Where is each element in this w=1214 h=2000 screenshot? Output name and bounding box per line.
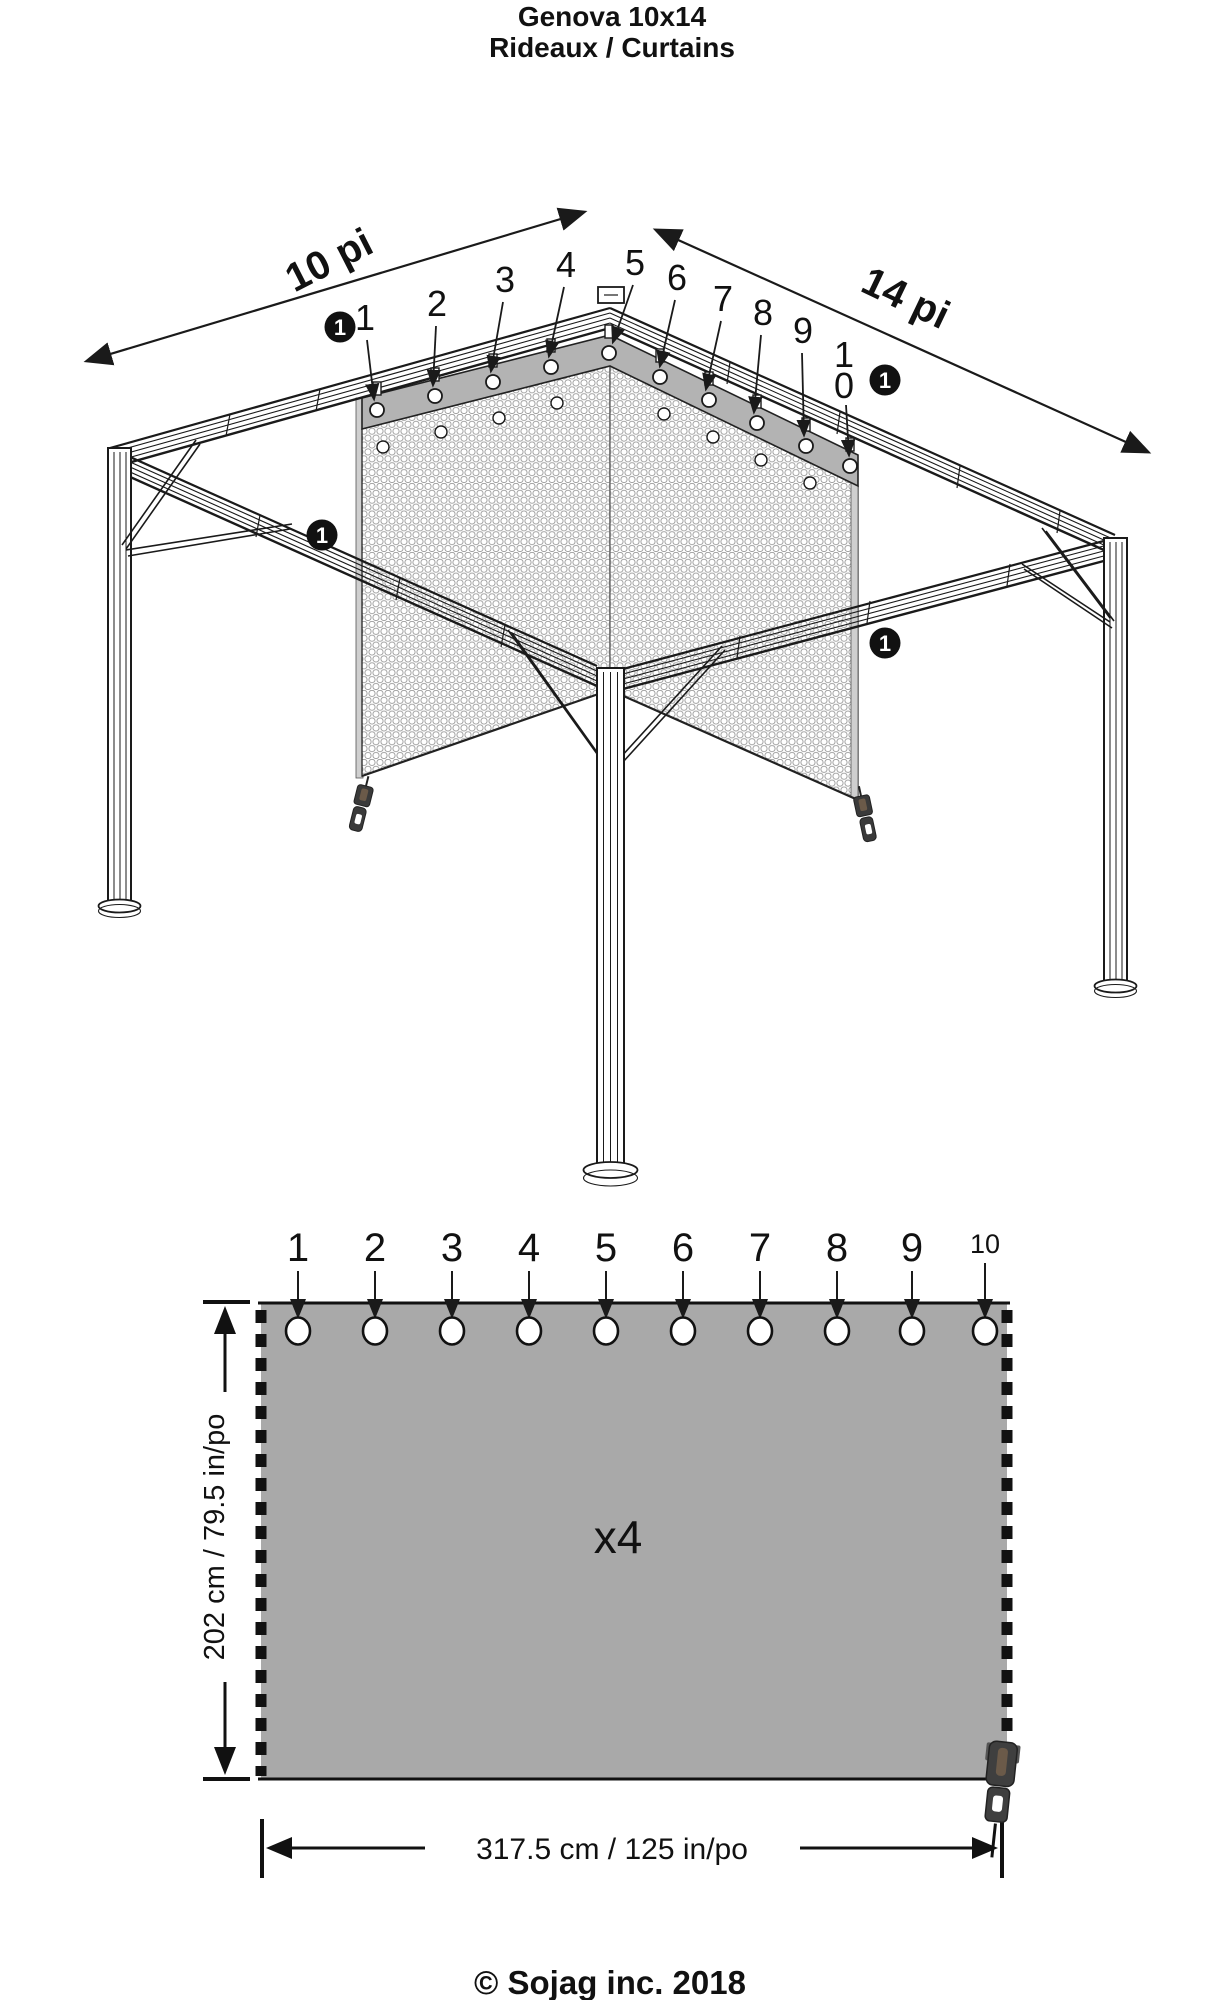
part-badge-mid-left bbox=[307, 520, 338, 551]
panel-number-6: 6 bbox=[671, 1226, 695, 1270]
panel-number-3: 3 bbox=[440, 1226, 464, 1270]
panel-number-8: 8 bbox=[825, 1226, 849, 1270]
callout-number-5: 5 bbox=[624, 242, 646, 283]
curtain-zipper-left-icon bbox=[347, 774, 376, 832]
panel-height-label: 202 cm / 79.5 in/po bbox=[199, 1413, 231, 1661]
dimension-label-14ft: 14 pi bbox=[854, 258, 957, 338]
callout-number-8: 8 bbox=[752, 292, 774, 333]
part-badge-top-left bbox=[325, 312, 356, 343]
callout-number-7: 7 bbox=[712, 278, 734, 319]
callout-number-4: 4 bbox=[555, 244, 577, 285]
panel-number-10: 10 bbox=[969, 1229, 1001, 1259]
panel-width-dimension bbox=[262, 1819, 1002, 1878]
panel-height-dimension bbox=[199, 1302, 250, 1779]
panel-number-5: 5 bbox=[594, 1226, 618, 1270]
callout-number-10-digit1: 1 bbox=[833, 334, 855, 375]
copyright-notice: © Sojag inc. 2018 bbox=[474, 1964, 746, 2000]
callout-number-3: 3 bbox=[494, 259, 516, 300]
curtain-right-selvage bbox=[851, 458, 858, 801]
gazebo-figure bbox=[87, 212, 1148, 1186]
part-badge-mid-right bbox=[870, 628, 901, 659]
part-badge-label: 1 bbox=[315, 523, 329, 548]
part-badge-top-right bbox=[870, 365, 901, 396]
panel-number-4: 4 bbox=[517, 1226, 541, 1270]
callout-number-2: 2 bbox=[426, 283, 448, 324]
part-badge-label: 1 bbox=[878, 631, 892, 656]
panel-quantity: x4 bbox=[593, 1511, 643, 1563]
dimension-label-10ft: 10 pi bbox=[278, 220, 380, 301]
callout-number-6: 6 bbox=[666, 257, 688, 298]
panel-number-7: 7 bbox=[748, 1226, 772, 1270]
page-title bbox=[489, 1, 735, 63]
panel-grommet-numbers bbox=[287, 1226, 1000, 1270]
part-badge-label: 1 bbox=[333, 315, 347, 340]
callout-number-10-digit2: 0 bbox=[833, 365, 855, 406]
panel-number-9: 9 bbox=[900, 1226, 924, 1270]
callout-number-9: 9 bbox=[792, 310, 814, 351]
title-line2: Rideaux / Curtains bbox=[489, 32, 735, 63]
panel-width-label: 317.5 cm / 125 in/po bbox=[476, 1833, 748, 1866]
panel-number-1: 1 bbox=[286, 1226, 310, 1270]
part-badge-label: 1 bbox=[878, 368, 892, 393]
curtain-mesh-left bbox=[362, 366, 610, 776]
callout-number-1: 1 bbox=[354, 297, 376, 338]
title-line1: Genova 10x14 bbox=[517, 1, 707, 32]
panel-number-2: 2 bbox=[363, 1226, 387, 1270]
curtain-panel-figure bbox=[199, 1226, 1021, 1878]
